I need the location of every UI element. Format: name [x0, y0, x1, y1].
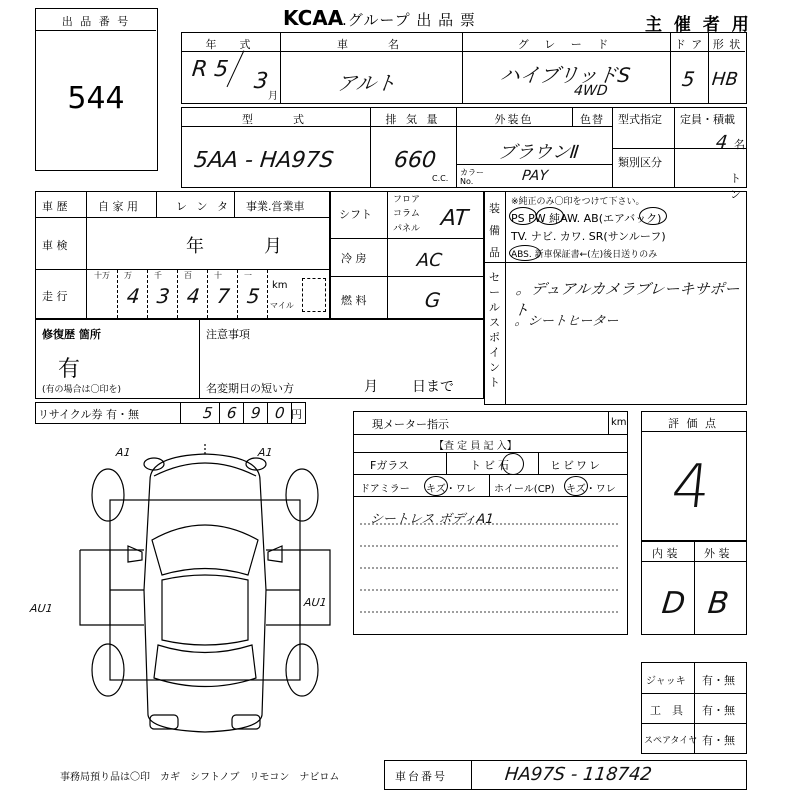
- ton-unit: トン: [730, 172, 741, 201]
- model-label: 型 式: [242, 113, 310, 126]
- mileage-digit-cell: [208, 270, 238, 318]
- mileage-unit-label: 万: [124, 271, 132, 280]
- damage-mark-front-left: A1: [115, 446, 132, 459]
- vehicle-row-1: [181, 32, 747, 104]
- grade-sub: 4WD: [573, 83, 609, 99]
- history-block: [35, 191, 330, 319]
- caution-label: 注意事項: [206, 328, 250, 341]
- grade-label: グ レ ー ド: [517, 38, 615, 51]
- glass-label: Fガラス: [370, 459, 409, 472]
- exterior-value: B: [706, 586, 731, 621]
- lot-number-box: [35, 8, 158, 171]
- organizer-label: 主 催 者 用: [645, 15, 752, 35]
- inspection-label: 車 検: [42, 239, 68, 252]
- year-label: 年 式: [205, 38, 257, 51]
- score-value: 4: [668, 452, 714, 522]
- recycle-digit-cell: [196, 403, 220, 423]
- score-block: [641, 411, 747, 541]
- mileage-digit: 4: [185, 284, 201, 308]
- chassis-block: [384, 760, 747, 790]
- color-label: 外装色: [494, 113, 534, 126]
- mileage-digit-cell: [238, 270, 268, 318]
- history-rental: レ ン タ: [176, 200, 231, 213]
- repair-note: (有の場合は〇印を): [42, 385, 122, 395]
- tools-label: 工 具: [650, 704, 683, 717]
- mileage-digit: 7: [215, 284, 231, 308]
- wheel-options: キズ・ワレ: [566, 484, 616, 495]
- shape-label: 形 状: [712, 38, 742, 51]
- capacity-label: 定員・積載: [680, 113, 735, 126]
- interior-exterior-block: [641, 541, 747, 635]
- equipment-note: ※純正のみ〇印をつけて下さい。: [511, 197, 645, 207]
- recycle-digit: 6: [226, 404, 238, 422]
- shift-option-floor: フロア: [393, 195, 421, 205]
- cc-unit: C.C.: [432, 174, 449, 183]
- sales-point-1: 。デュアルカメラブレーキサポート: [512, 280, 741, 319]
- chassis-value: HA97S - 118742: [503, 764, 653, 785]
- shift-label: シフト: [339, 208, 372, 221]
- name-change-day: 日まで: [412, 379, 454, 395]
- meter-unit: km: [611, 417, 627, 428]
- mileage-digit-cell: [118, 270, 148, 318]
- mirror-label: ドアミラー: [360, 484, 410, 495]
- damage-mark-left: AU1: [29, 602, 54, 615]
- wheel-label: ホイール(CP): [494, 484, 555, 495]
- color-change-label: 色替: [580, 113, 604, 126]
- logo: KCAA: [283, 6, 344, 30]
- mileage-unit-label: 十万: [94, 271, 110, 280]
- shift-value: AT: [439, 206, 470, 231]
- inspection-month-unit: 月: [264, 236, 282, 257]
- history-label: 車 歴: [42, 200, 68, 213]
- color-no-label: カラー No.: [460, 168, 484, 186]
- doors-label: ド ア: [674, 38, 704, 51]
- ac-value: AC: [415, 250, 443, 271]
- displacement-value: 660: [392, 148, 438, 173]
- mileage-digit-cell: [88, 270, 118, 318]
- jack-label: ジャッキ: [646, 676, 686, 687]
- jack-options: 有・無: [702, 674, 735, 687]
- repair-label: 修復歴 箇所: [42, 328, 101, 341]
- spare-options: 有・無: [702, 734, 735, 747]
- shift-option-column: コラム: [393, 209, 420, 219]
- displacement-label: 排 気 量: [385, 113, 441, 126]
- recycle-digit-cell: [268, 403, 292, 423]
- designation-label: 型式指定: [618, 113, 662, 126]
- lot-number-label: 出 品 番 号: [61, 15, 131, 28]
- month-suffix: 月: [268, 91, 278, 102]
- damage-mark-front-right: A1: [257, 446, 274, 459]
- month-value: 3: [252, 69, 270, 94]
- equipment-line-3: ABS. 新車保証書←(左)後日送りのみ: [511, 250, 658, 260]
- vehicle-name: アルト: [335, 71, 398, 95]
- history-business: 事業.営業車: [246, 200, 305, 213]
- sales-point-label: セールスポイント: [489, 271, 500, 389]
- shift-block: [330, 191, 484, 319]
- recycle-block: [35, 402, 306, 424]
- mileage-digit: 3: [155, 284, 171, 308]
- recycle-digit-cell: [244, 403, 268, 423]
- name-change-month: 月: [364, 379, 378, 395]
- equipment-label: 装 備 品: [489, 202, 500, 259]
- mileage-digit-cell: [148, 270, 178, 318]
- glass-option-1: トビ石: [470, 459, 512, 472]
- equipment-block: [484, 191, 747, 405]
- recycle-unit: 円: [291, 408, 302, 421]
- history-private: 自 家 用: [98, 200, 138, 213]
- mile-unit: マイル: [270, 301, 294, 310]
- tools-options: 有・無: [702, 704, 735, 717]
- mileage-digit: 5: [245, 284, 261, 308]
- interior-label: 内 装: [652, 547, 678, 560]
- color-no-value: PAY: [521, 168, 549, 184]
- meter-label: 現メーター指示: [372, 418, 449, 431]
- car-damage-diagram: [70, 440, 340, 745]
- chassis-label: 車台番号: [395, 770, 447, 783]
- recycle-digit-cell: [220, 403, 244, 423]
- repair-block: [35, 319, 484, 399]
- fuel-value: G: [423, 288, 442, 312]
- sheet-title: .グループ 出 品 票: [342, 11, 476, 29]
- recycle-digit: 9: [250, 404, 262, 422]
- shape-value: HB: [710, 69, 739, 90]
- damage-mark-right: AU1: [303, 596, 328, 609]
- recycle-digit: 0: [274, 404, 286, 422]
- capacity-value: 4: [714, 132, 729, 153]
- equipment-line-2: TV. ナビ. カワ. SR(サンルーフ): [511, 230, 666, 243]
- inspector-comment: シートレス ボディA1: [369, 512, 495, 527]
- mileage-unit-label: 一: [244, 271, 252, 280]
- inspection-year-unit: 年: [186, 236, 204, 257]
- model-value: 5AA - HA97S: [192, 148, 335, 173]
- name-change-label: 名変期日の短い方: [206, 382, 294, 395]
- fuel-label: 燃 料: [341, 294, 367, 307]
- sales-point-2: 。シートヒーター: [514, 314, 620, 329]
- recycle-label: リサイクル券 有・無: [38, 408, 139, 421]
- equipment-line-1: PS PW 純AW. AB(エアバック): [511, 212, 662, 225]
- doors-value: 5: [680, 67, 696, 91]
- capacity-unit: 名: [734, 138, 745, 151]
- ac-label: 冷 房: [341, 252, 367, 265]
- score-label: 評 価 点: [668, 417, 718, 430]
- mileage-unit-label: 百: [184, 271, 192, 280]
- mileage-label: 走 行: [42, 290, 68, 303]
- inspector-label: 【査 定 員 記 入】: [434, 441, 517, 452]
- mileage-unit-label: 十: [214, 271, 222, 280]
- color-value: ブラウンⅡ: [496, 142, 580, 163]
- tools-block: [641, 662, 747, 754]
- lot-number: 544: [67, 81, 125, 116]
- meter-block: [353, 411, 628, 635]
- name-label: 車 名: [337, 38, 405, 51]
- grade-value: ハイブリッドS: [498, 63, 632, 87]
- recycle-digit: 5: [202, 404, 214, 422]
- year-value: R 5: [190, 57, 230, 82]
- shift-option-panel: パネル: [393, 224, 421, 234]
- category-label: 類別区分: [618, 156, 662, 169]
- deposit-note: 事務局預り品は〇印 カギ シフトノブ リモコン ナビロム: [60, 772, 340, 783]
- mirror-options: キズ・ワレ: [426, 484, 476, 495]
- interior-value: D: [660, 586, 687, 621]
- mileage-digit-cell: [178, 270, 208, 318]
- mileage-digit: 4: [125, 284, 141, 308]
- mileage-unit-label: 千: [154, 271, 162, 280]
- repair-value: 有: [58, 357, 81, 382]
- glass-option-2: ヒビワレ: [550, 459, 602, 472]
- km-unit: km: [272, 280, 288, 291]
- spare-label: スペアタイヤ: [644, 736, 698, 746]
- exterior-label: 外 装: [704, 547, 730, 560]
